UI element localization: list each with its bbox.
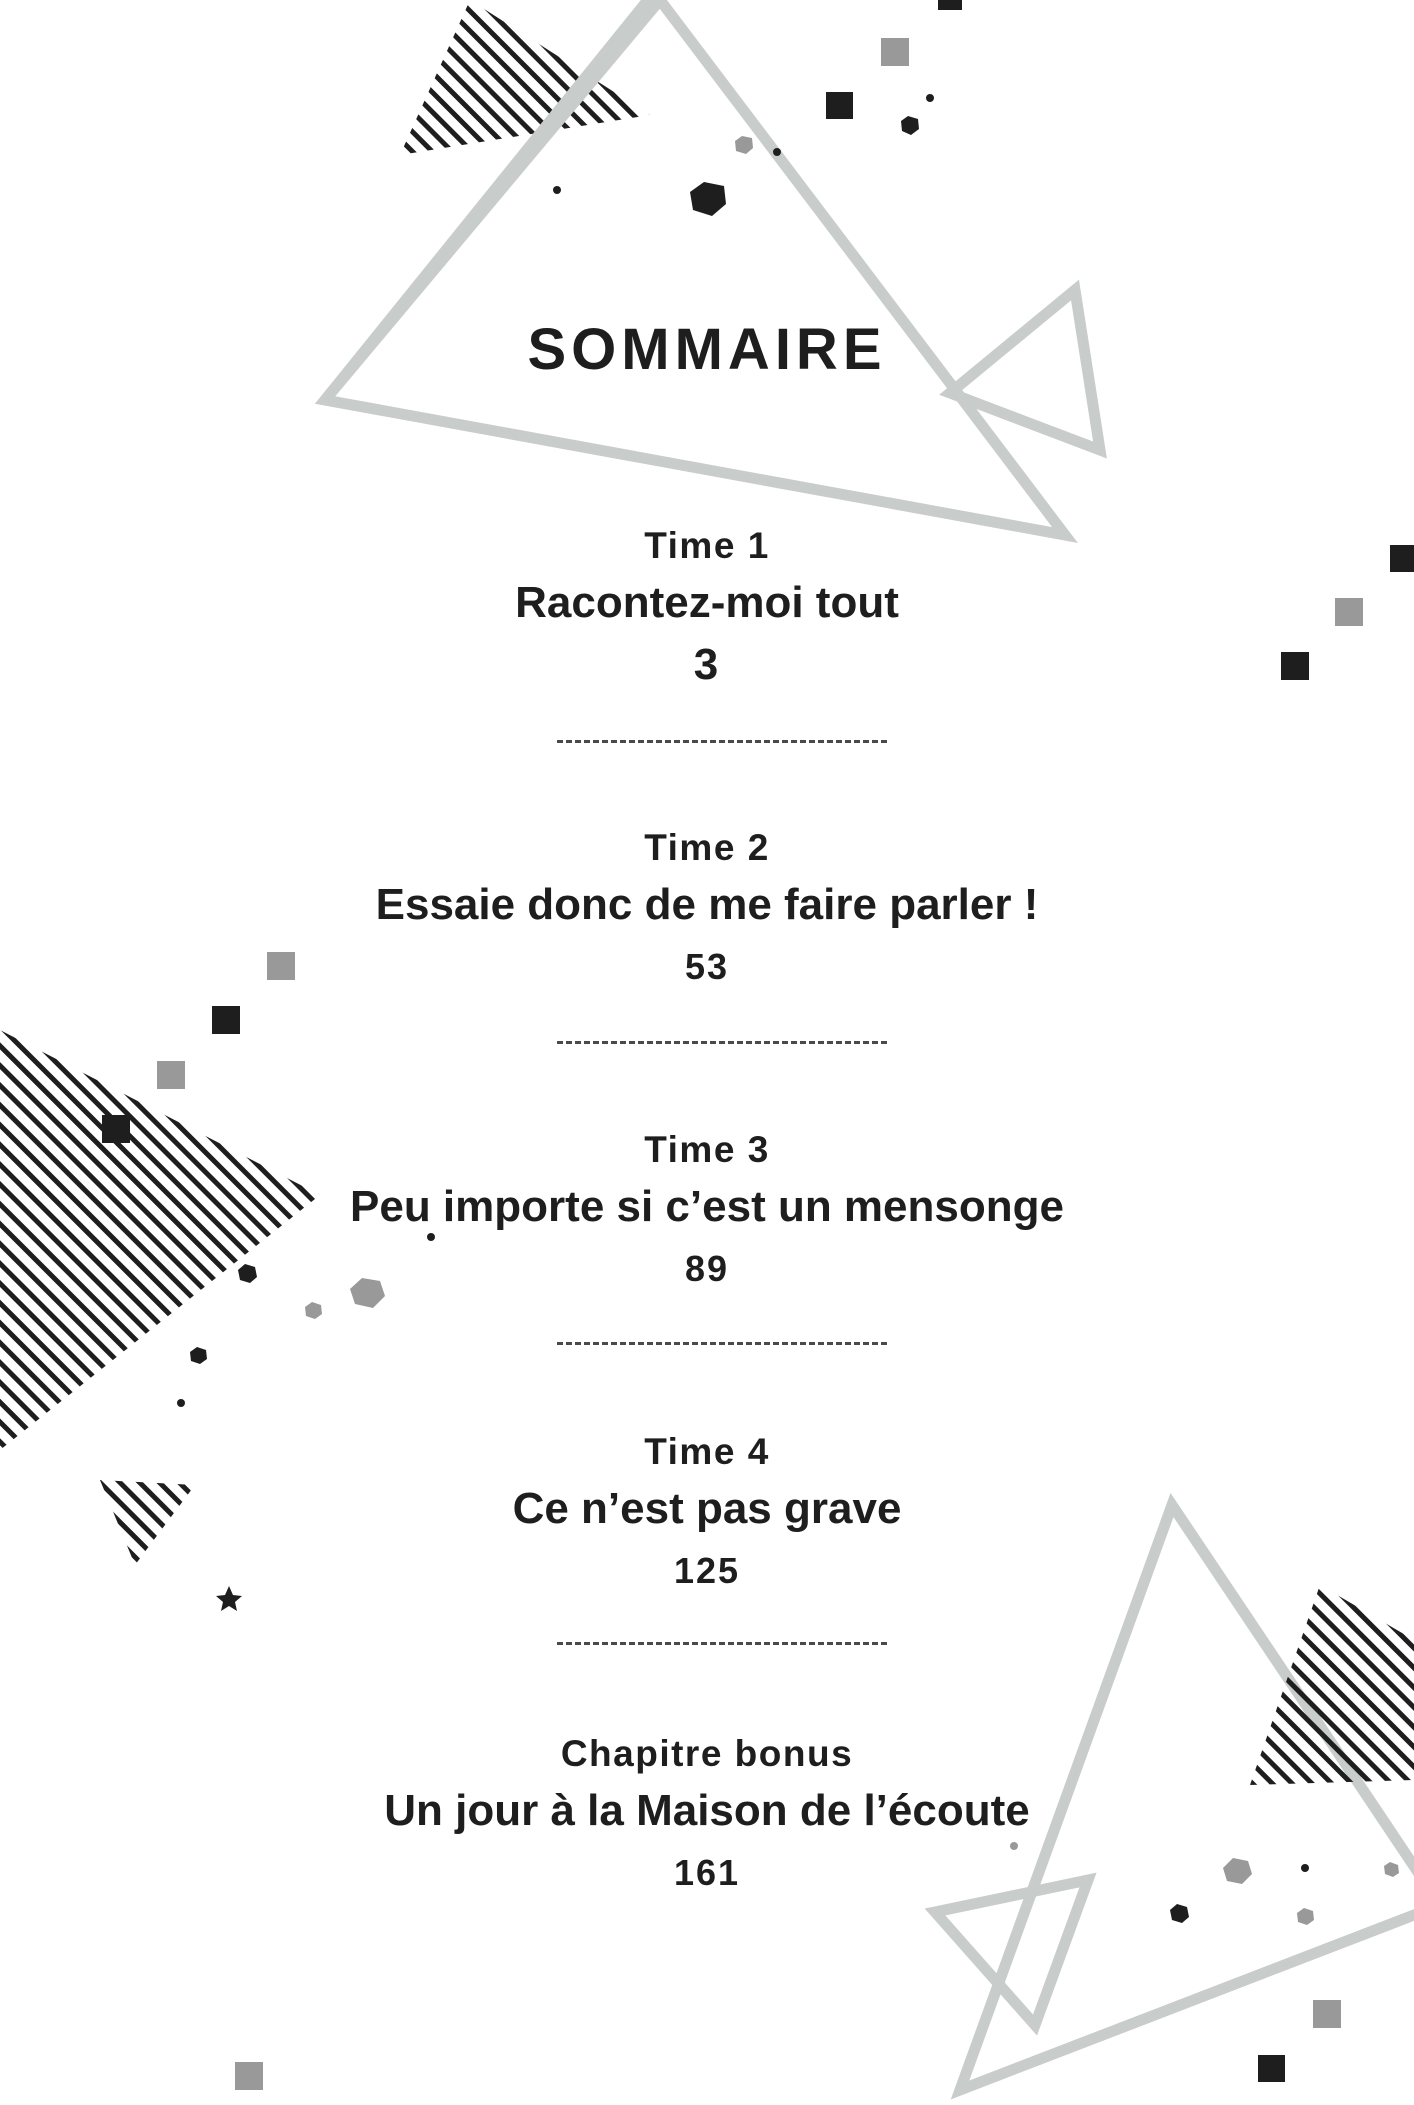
square-icon bbox=[235, 2062, 263, 2090]
dot-icon bbox=[926, 94, 934, 102]
chapter-title: Peu importe si c’est un mensonge bbox=[350, 1182, 1064, 1231]
square-icon bbox=[1258, 2055, 1285, 2082]
square-icon bbox=[212, 1006, 240, 1034]
dot-icon bbox=[177, 1399, 185, 1407]
chapter-title: Essaie donc de me faire parler ! bbox=[375, 880, 1039, 929]
square-icon bbox=[1313, 2000, 1341, 2028]
square-icon bbox=[881, 38, 909, 66]
dashed-separator bbox=[557, 1342, 887, 1345]
chapter-label: Time 1 bbox=[644, 525, 770, 566]
hexagon-icon bbox=[190, 1347, 207, 1364]
chapter-page-number: 53 bbox=[684, 946, 730, 987]
chapter-label: Chapitre bonus bbox=[560, 1733, 854, 1774]
toc-entry bbox=[0, 1728, 1414, 1904]
dot-icon bbox=[553, 186, 561, 194]
chapter-page-number: 89 bbox=[684, 1248, 730, 1289]
hexagon-icon bbox=[901, 116, 919, 135]
square-icon bbox=[826, 92, 853, 119]
chapter-page-number: 3 bbox=[693, 640, 721, 689]
square-icon bbox=[157, 1061, 185, 1089]
hexagon-icon bbox=[1297, 1908, 1314, 1925]
toc-entry bbox=[0, 520, 1414, 696]
chapter-title: Ce n’est pas grave bbox=[512, 1484, 902, 1533]
dashed-separator bbox=[557, 1041, 887, 1044]
chapter-label: Time 2 bbox=[644, 827, 770, 868]
toc-entry bbox=[0, 822, 1414, 998]
toc-entry bbox=[0, 1124, 1414, 1300]
hexagon-icon bbox=[1170, 1904, 1189, 1923]
dot-icon bbox=[773, 148, 781, 156]
page-title: SOMMAIRE bbox=[527, 317, 887, 382]
chapter-title: Un jour à la Maison de l’écoute bbox=[384, 1786, 1030, 1835]
chapter-label: Time 3 bbox=[644, 1129, 770, 1170]
hatched-triangle-top bbox=[400, 0, 650, 155]
dashed-separator bbox=[557, 1642, 887, 1645]
hexagon-icon bbox=[735, 136, 753, 154]
square-icon bbox=[938, 0, 962, 10]
chapter-page-number: 161 bbox=[673, 1852, 741, 1893]
toc-entry bbox=[0, 1426, 1414, 1602]
chapter-label: Time 4 bbox=[644, 1431, 770, 1472]
hexagon-icon bbox=[305, 1302, 322, 1319]
chapter-title: Racontez-moi tout bbox=[515, 578, 899, 627]
chapter-page-number: 125 bbox=[673, 1550, 741, 1591]
hexagon-icon bbox=[690, 182, 726, 216]
dashed-separator bbox=[557, 740, 887, 743]
